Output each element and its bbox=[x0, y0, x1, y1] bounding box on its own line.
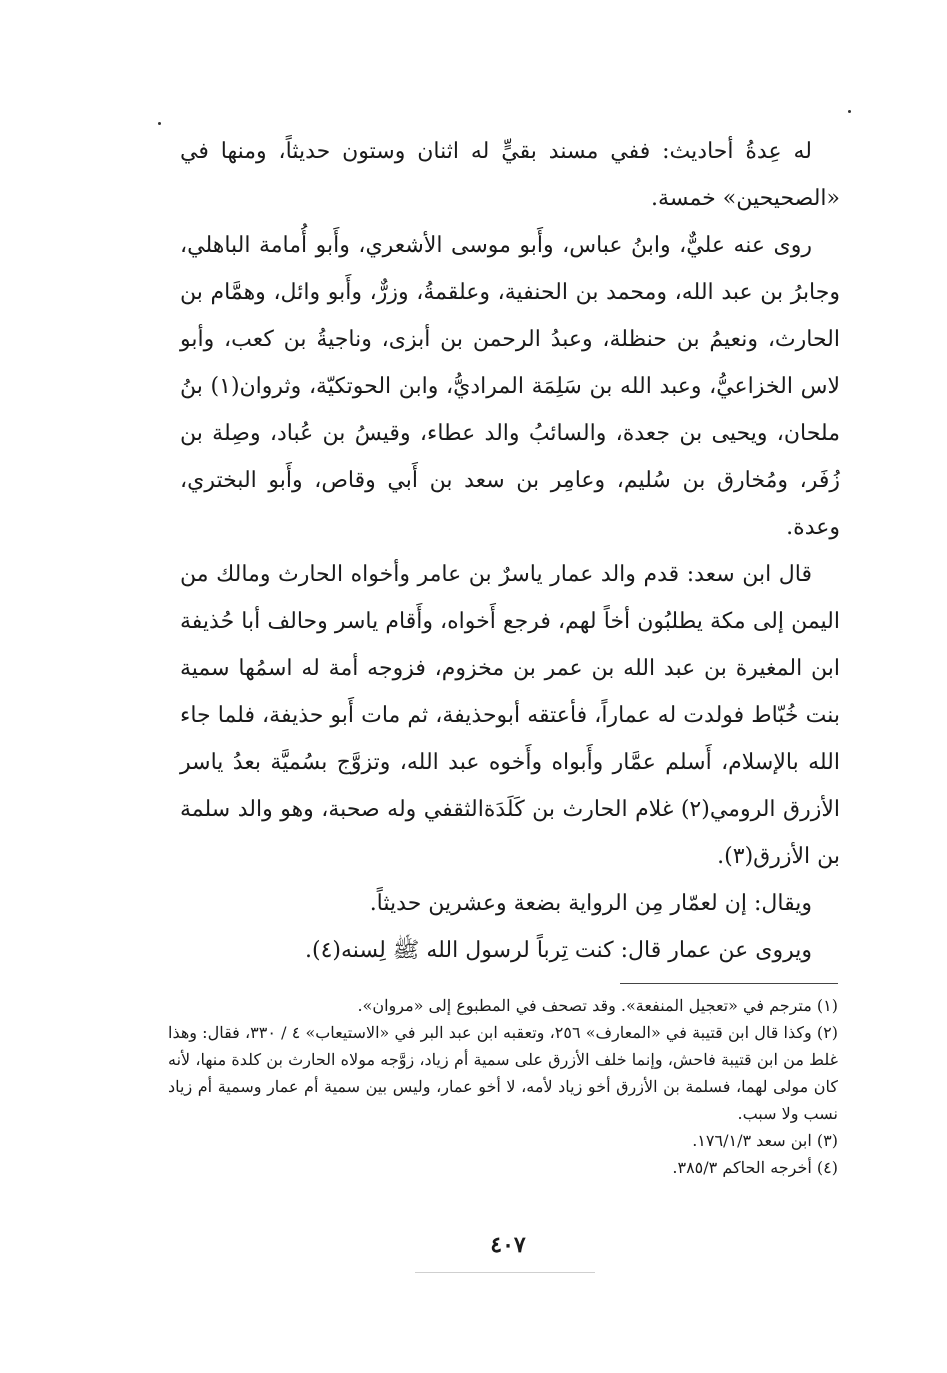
footnote: (١) مترجم في «تعجيل المنفعة». وقد تصحف في المطبوع إلى «مروان». bbox=[357, 996, 838, 1015]
paragraph: قال ابن سعد: قدم والد عمار ياسرٌ بن عامر وأخواه الحارث ومالك من اليمن إلى مكة يطلبُون أخاً لهم، فرجع أَخواه، وأَقام ياسر وحالف أبا حُذيفة ابن المغيرة بن عبد الله بن عمر بن مخزوم، فزوجه أمة له اسمُها سمية بنت خُبّاط فولدت له عماراً، فأعتقه أبوحذيفة، ثم مات أَبو حذيفة، فلما جاء الله بالإسلام، أَسلم عمَّار وأَبواه وأَخوه عبد الله، وتزوَّج بسُميَّة بعدُ ياسر الأزرق الرومي(٢) غلام الحارث بن كَلَدَةالثقفي وله صحبة، وهو والد سلمة بن الأزرق(٣). bbox=[180, 562, 840, 869]
page-number-rule bbox=[415, 1272, 595, 1273]
footnote: (٤) أخرجه الحاكم ٣٨٥/٣. bbox=[672, 1158, 838, 1177]
footnote: (٢) وكذا قال ابن قتيبة في «المعارف» ٢٥٦، وتعقبه ابن عبد البر في «الاستيعاب» ٤ / ٣٣٠، فقال: وهذا غلط من ابن قتيبة فاحش، وإنما خلف الأزرق على سمية أم زياد، زوَّجه مولاه الحارث بن كلدة منها، لأنه كان مولى لهما، فسلمة بن الأزرق أخو زياد لأمه، لا أخو عمار، وليس بين سمية أم عمار وسمية أم زياد نسب ولا سبب. bbox=[168, 1023, 839, 1123]
paragraph: له عِدةُ أحاديث: ففي مسند بقيٍّ له اثنان وستون حديثاً، ومنها في «الصحيحين» خمسة. bbox=[180, 139, 840, 211]
ink-speck bbox=[158, 122, 161, 125]
page-number: ٤٠٧ bbox=[490, 1232, 526, 1258]
paragraph: ويروى عن عمار قال: كنت تِرباً لرسول الله ﷺ لِسنه(٤). bbox=[305, 938, 812, 963]
paragraph: روى عنه عليٌّ، وابنُ عباس، وأَبو موسى الأشعري، وأَبو أُمامة الباهلي، وجابرُ بن عبد الله، ومحمد بن الحنفية، وعلقمةُ، وزرٌّ، وأَبو وائل، وهمَّام بن الحارث، ونعيمُ بن حنظلة، وعبدُ الرحمن بن أبزى، وناجيةُ بن كعب، وأبو لاس الخزاعيُّ، وعبد الله بن سَلِمَة المراديُّ، وابن الحوتكيّة، وثروان(١) بنُ ملحان، ويحيى بن جعدة، والسائبُ والد عطاء، وقيسُ بن عُباد، وصِلة بن زُفَر، ومُخارق بن سُليم، وعامِر بن سعد بن أَبي وقاص، وأَبو البختري، وعدة. bbox=[180, 233, 840, 540]
ink-speck bbox=[848, 110, 851, 113]
paragraph: ويقال: إن لعمّار مِن الرواية بضعة وعشرين حديثاً. bbox=[369, 891, 812, 916]
footnotes bbox=[168, 992, 838, 1181]
footnote: (٣) ابن سعد ١٧٦/١/٣. bbox=[692, 1131, 838, 1150]
footnote-separator bbox=[620, 983, 838, 984]
main-text-block bbox=[180, 128, 840, 974]
